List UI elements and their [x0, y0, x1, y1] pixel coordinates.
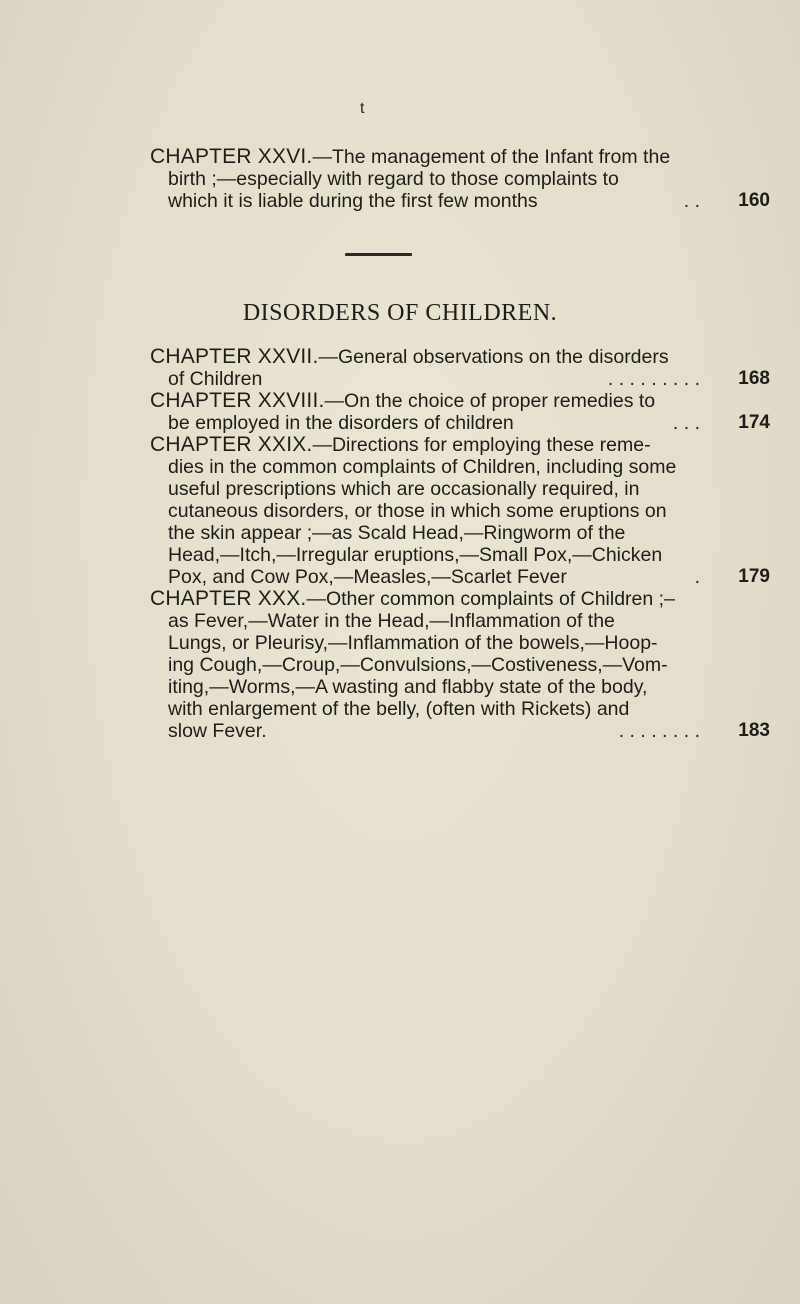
chapter-description: —On the choice of proper remedies to: [324, 390, 656, 412]
page-number: 179: [738, 566, 770, 587]
toc-entry-chapter-26: [150, 146, 770, 212]
leader-dots: . .: [683, 190, 700, 212]
section-title: DISORDERS OF CHILDREN.: [242, 300, 558, 326]
toc-line: [150, 434, 770, 456]
chapter-description: —The management of the Infant from the: [312, 146, 671, 168]
chapter-description: be employed in the disorders of children: [168, 412, 514, 434]
toc-line: [150, 566, 770, 588]
toc-line: [150, 346, 770, 368]
toc-line: [150, 456, 770, 478]
toc-entry-chapter-29: [150, 434, 770, 588]
chapter-heading: CHAPTER XXIX.: [150, 433, 313, 456]
chapter-heading: CHAPTER XXVII.: [150, 345, 319, 368]
chapter-heading: CHAPTER XXVI.: [150, 145, 313, 168]
chapter-description: as Fever,—Water in the Head,—Inflammation of the: [168, 610, 615, 632]
divider-rule: [345, 253, 412, 256]
toc-entry-chapter-28: [150, 390, 770, 434]
chapter-description: ing Cough,—Croup,—Convulsions,—Costiveness,—Vom-: [168, 654, 668, 676]
toc-line: [150, 412, 770, 434]
toc-entry-chapter-30: [150, 588, 770, 742]
chapter-heading: CHAPTER XXX.: [150, 587, 307, 610]
toc-line: [150, 610, 770, 632]
page-number: 183: [738, 720, 770, 741]
toc-line: [150, 478, 770, 500]
toc-line: [150, 544, 770, 566]
chapter-description: cutaneous disorders, or those in which some eruptions on: [168, 500, 667, 522]
chapter-description: with enlargement of the belly, (often with Rickets) and: [168, 698, 630, 720]
leader-dots: . . .: [672, 412, 700, 434]
chapter-description: useful prescriptions which are occasionally required, in: [168, 478, 640, 500]
page-number: 168: [738, 368, 770, 389]
toc-line: [150, 500, 770, 522]
page-number: 174: [738, 412, 770, 433]
toc-line: [150, 588, 770, 610]
leader-dots: . . . . . . . . .: [607, 368, 700, 390]
chapter-description: slow Fever.: [168, 720, 267, 742]
chapter-description: iting,—Worms,—A wasting and flabby state of the body,: [168, 676, 648, 698]
toc-line: [150, 390, 770, 412]
chapter-description: which it is liable during the first few months: [168, 190, 538, 212]
chapter-description: Head,—Itch,—Irregular eruptions,—Small Pox,—Chicken: [168, 544, 663, 566]
toc-line: [150, 676, 770, 698]
toc-line: [150, 654, 770, 676]
toc-line: [150, 168, 770, 190]
chapter-description: of Children: [168, 368, 263, 390]
toc-entry-chapter-27: [150, 346, 770, 390]
header-mark: t: [360, 100, 365, 117]
chapter-description: dies in the common complaints of Children, including some: [168, 456, 677, 478]
toc-line: [150, 190, 770, 212]
chapter-description: birth ;—especially with regard to those complaints to: [168, 168, 619, 190]
toc-line: [150, 368, 770, 390]
leader-dots: .: [694, 566, 700, 588]
leader-dots: . . . . . . . .: [618, 720, 700, 742]
chapter-description: Pox, and Cow Pox,—Measles,—Scarlet Fever: [168, 566, 567, 588]
chapter-description: —Other common complaints of Children ;–: [306, 588, 675, 610]
toc-line: [150, 146, 770, 168]
chapter-description: the skin appear ;—as Scald Head,—Ringworm of the: [168, 522, 626, 544]
toc-line: [150, 522, 770, 544]
toc-line: [150, 698, 770, 720]
chapter-heading: CHAPTER XXVIII.: [150, 389, 325, 412]
toc-line: [150, 632, 770, 654]
page-number: 160: [738, 190, 770, 211]
chapter-description: —Directions for employing these reme-: [312, 434, 651, 456]
chapter-description: Lungs, or Pleurisy,—Inflammation of the bowels,—Hoop-: [168, 632, 658, 654]
toc-line: [150, 720, 770, 742]
chapter-description: —General observations on the disorders: [318, 346, 669, 368]
